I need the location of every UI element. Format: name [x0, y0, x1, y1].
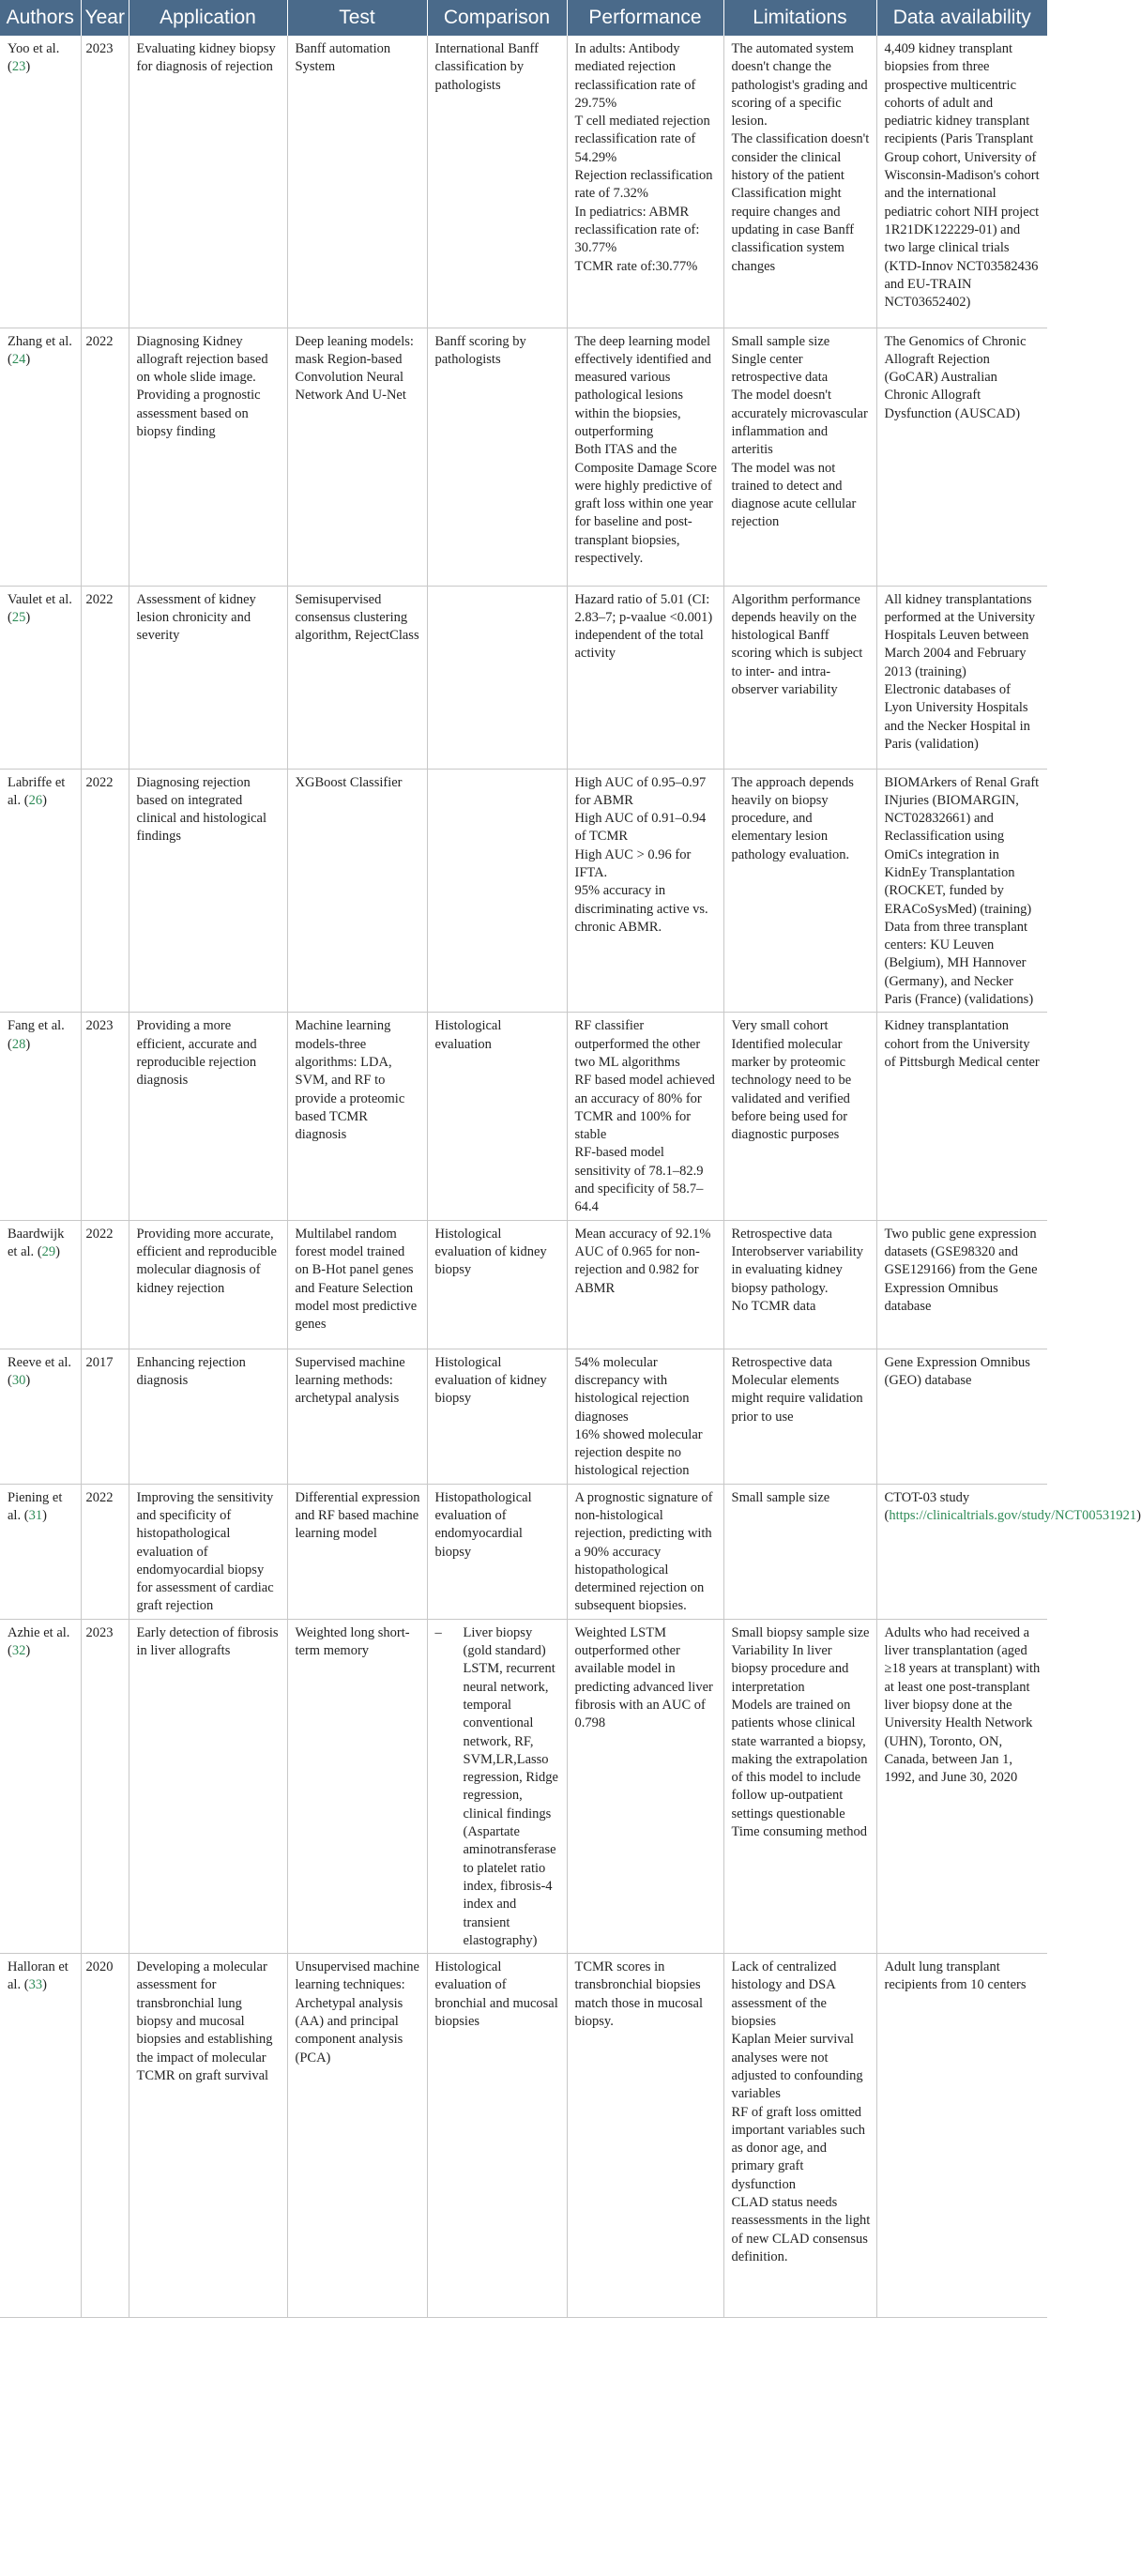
limitations-cell: [723, 1349, 876, 1484]
data-line: The Genomics of Chronic Allograft Rejection (GoCAR) Australian Chronic Allograft Dysfunction (AUSCAD): [884, 333, 1027, 421]
year-cell: 2020: [81, 1954, 129, 2318]
comparison-cell: Histological evaluation of kidney biopsy: [427, 1349, 567, 1484]
performance-cell: [567, 586, 723, 769]
data-availability-cell: [876, 36, 1047, 328]
table-row: [0, 1013, 1047, 1220]
year-cell: 2017: [81, 1349, 129, 1484]
table-row: [0, 1349, 1047, 1484]
test-cell: XGBoost Classifier: [287, 769, 427, 1013]
table-row: [0, 1954, 1047, 2318]
limitations-cell: [723, 36, 876, 328]
citation-link[interactable]: 30: [11, 1372, 26, 1388]
performance-line: Mean accuracy of 92.1% AUC of 0.965 for non-rejection and 0.982 for ABMR: [574, 1226, 711, 1296]
performance-line: High AUC > 0.96 for IFTA.: [574, 846, 692, 880]
citation-link[interactable]: 28: [11, 1036, 26, 1052]
data-availability-cell: [876, 586, 1047, 769]
comparison-cell: [427, 1619, 567, 1953]
test-cell: Weighted long short-term memory: [287, 1619, 427, 1953]
test-cell: Multilabel random forest model trained on B-Hot panel genes and Feature Selection model most predictive genes: [287, 1220, 427, 1349]
limitations-cell: [723, 1954, 876, 2318]
performance-cell: [567, 36, 723, 328]
performance-line: T cell mediated rejection reclassification rate of 54.29%: [574, 114, 710, 165]
comparison-cell: Histological evaluation: [427, 1013, 567, 1220]
limitation-line: Retrospective data: [731, 1354, 832, 1370]
test-cell: Machine learning models-three algorithms: LDA, SVM, and RF to provide a proteomic based TCMR diagnosis: [287, 1013, 427, 1220]
performance-line: 95% accuracy in discriminating active vs. chronic ABMR.: [574, 883, 708, 935]
performance-cell: [567, 1954, 723, 2318]
limitation-line: Small sample size: [731, 333, 830, 349]
header-authors: Authors: [0, 0, 81, 36]
comparison-cell: Histological evaluation of kidney biopsy: [427, 1220, 567, 1349]
test-cell: Semisupervised consensus clustering algorithm, RejectClass: [287, 586, 427, 769]
table-row: [0, 1619, 1047, 1953]
comparison-text: Liver biopsy (gold standard) LSTM, recurrent neural network, temporal conventional network, RF, SVM,LR,Lasso regression, Ridge regression, clinical findings (Aspartate aminotransferase to platelet ratio index, fibrosis-4 index and transient elastography): [463, 1624, 558, 1948]
limitation-line: Algorithm performance depends heavily on the histological Banff scoring which is subject to inter- and intra- observer variability: [731, 591, 863, 697]
header-data-availability: Data availability: [876, 0, 1047, 36]
clinicaltrials-link[interactable]: https://clinicaltrials.gov/study/NCT00531921: [889, 1508, 1137, 1523]
limitation-line: The model was not trained to detect and diagnose acute cellular rejection: [731, 460, 857, 530]
performance-line: Hazard ratio of 5.01 (CI: 2.83–7; p-vaalue <0.001) independent of the total activity: [574, 591, 713, 662]
limitations-cell: [723, 1484, 876, 1619]
limitation-line: The approach depends heavily on biopsy procedure, and elementary lesion pathology evaluation.: [731, 774, 854, 862]
limitation-line: RF of graft loss omitted important variables such as donor age, and primary graft dysfunction: [731, 2104, 866, 2192]
citation-link[interactable]: 23: [11, 59, 26, 75]
author-name: Yoo et al.: [8, 41, 60, 56]
author-cell: Zhang et al. (24): [0, 328, 81, 586]
citation-link[interactable]: 29: [41, 1243, 56, 1259]
limitation-line: The automated system doesn't change the pathologist's grading and scoring of a specific lesion.: [731, 41, 868, 130]
author-name: Piening et al.: [8, 1489, 63, 1523]
author-cell: Baardwijk et al. (29): [0, 1220, 81, 1349]
header-application: Application: [129, 0, 287, 36]
data-line: Two public gene expression datasets (GSE98320 and GSE129166) from the Gene Expression Omnibus database: [884, 1226, 1038, 1314]
limitation-line: No TCMR data: [731, 1298, 816, 1314]
author-name: Zhang et al.: [8, 333, 72, 349]
test-cell: Unsupervised machine learning techniques: Archetypal analysis (AA) and principal component analysis (PCA): [287, 1954, 427, 2318]
limitation-line: Models are trained on patients whose clinical state warranted a biopsy, making the extrapolation of this model to include follow up-outpatient settings questionable: [731, 1697, 868, 1821]
performance-cell: [567, 1349, 723, 1484]
header-limitations: Limitations: [723, 0, 876, 36]
limitation-line: Small biopsy sample size: [731, 1624, 870, 1640]
application-cell: Providing a more efficient, accurate and reproducible rejection diagnosis: [129, 1013, 287, 1220]
data-availability-cell: [876, 1954, 1047, 2318]
author-name: Reeve et al.: [8, 1354, 72, 1370]
limitation-line: Interobserver variability in evaluating kidney biopsy pathology.: [731, 1243, 864, 1296]
table-row: [0, 1484, 1047, 1619]
citation-link[interactable]: 31: [28, 1508, 43, 1523]
test-cell: Differential expression and RF based machine learning model: [287, 1484, 427, 1619]
data-line: Electronic databases of Lyon University Hospitals and the Necker Hospital in Paris (validation): [884, 681, 1030, 752]
limitations-cell: [723, 1220, 876, 1349]
data-line: 4,409 kidney transplant biopsies from three prospective multicentric cohorts of adult and pediatric kidney transplant recipients (Paris Transplant Group cohort, University of Wisconsin-Madison's cohort and the international pediatric cohort NIH project 1R21DK122229-01) and two large clinical trials (KTD-Innov NCT03582436 and EU-TRAIN NCT03652402): [884, 41, 1040, 311]
author-cell: Halloran et al. (33): [0, 1954, 81, 2318]
citation-link[interactable]: 33: [28, 1977, 43, 1993]
author-name: Labriffe et al.: [8, 774, 66, 808]
data-line: Gene Expression Omnibus (GEO) database: [884, 1354, 1030, 1388]
limitation-line: The classification doesn't consider the clinical history of the patient: [731, 131, 870, 184]
author-name: Halloran et al.: [8, 1959, 68, 1993]
performance-line: Weighted LSTM outperformed other available model in predicting advanced liver fibrosis with an AUC of 0.798: [574, 1624, 713, 1731]
performance-line: RF classifier outperformed the other two ML algorithms: [574, 1018, 701, 1070]
performance-line: 16% showed molecular rejection despite no histological rejection: [574, 1426, 703, 1479]
performance-cell: [567, 1220, 723, 1349]
citation-link[interactable]: 26: [28, 792, 43, 808]
limitation-line: Molecular elements might require validation prior to use: [731, 1372, 863, 1425]
application-cell: Diagnosing Kidney allograft rejection based on whole slide image. Providing a prognostic assessment based on biopsy finding: [129, 328, 287, 586]
data-line: BIOMArkers of Renal Graft INjuries (BIOMARGIN, NCT02832661) and Reclassification using OmiCs integration in KidnEy Transplantation (ROCKET, funded by ERACoSysMed) (training): [884, 774, 1040, 917]
author-cell: Azhie et al. (32): [0, 1619, 81, 1953]
performance-cell: [567, 769, 723, 1013]
header-year: Year: [81, 0, 129, 36]
data-line: Data from three transplant centers: KU Leuven (Belgium), MH Hannover (Germany), and Necker Paris (France) (validations): [884, 919, 1034, 1008]
author-cell: Reeve et al. (30): [0, 1349, 81, 1484]
test-cell: Deep leaning models: mask Region-based Convolution Neural Network And U-Net: [287, 328, 427, 586]
limitations-cell: [723, 586, 876, 769]
performance-line: High AUC of 0.95–0.97 for ABMR: [574, 774, 707, 808]
limitation-line: Variability In liver biopsy procedure and interpretation: [731, 1643, 849, 1695]
year-cell: 2023: [81, 1619, 129, 1953]
comparison-cell: Histological evaluation of bronchial and mucosal biopsies: [427, 1954, 567, 2318]
author-cell: Fang et al. (28): [0, 1013, 81, 1220]
year-cell: 2022: [81, 328, 129, 586]
application-cell: Providing more accurate, efficient and reproducible molecular diagnosis of kidney rejection: [129, 1220, 287, 1349]
limitation-line: CLAD status needs reassessments in the light of new CLAD consensus definition.: [731, 2194, 871, 2264]
performance-line: High AUC of 0.91–0.94 of TCMR: [574, 811, 707, 845]
author-cell: Vaulet et al. (25): [0, 586, 81, 769]
data-availability-cell: [876, 328, 1047, 586]
comparison-dash: –: [434, 1624, 442, 1640]
performance-line: In pediatrics: ABMR reclassification rate of: 30.77%: [574, 204, 700, 256]
limitation-line: The model doesn't accurately microvascular inflammation and arteritis: [731, 388, 868, 458]
performance-line: RF based model achieved an accuracy of 80% for TCMR and 100% for stable: [574, 1073, 715, 1143]
limitation-line: Very small cohort: [731, 1018, 829, 1034]
limitation-line: Retrospective data: [731, 1226, 832, 1242]
data-availability-cell: [876, 1349, 1047, 1484]
header-row: [0, 0, 1047, 36]
year-cell: 2023: [81, 1013, 129, 1220]
table-row: [0, 586, 1047, 769]
data-availability-cell: [876, 1484, 1141, 1619]
limitation-line: Lack of centralized histology and DSA assessment of the biopsies: [731, 1959, 837, 2030]
author-name: Fang et al.: [8, 1018, 65, 1034]
performance-line: A prognostic signature of non-histological rejection, predicting with a 90% accuracy histopathological determined rejection on subsequent biopsies.: [574, 1489, 713, 1614]
application-cell: Developing a molecular assessment for transbronchial lung biopsy and mucosal biopsies and establishing the impact of molecular TCMR on graft survival: [129, 1954, 287, 2318]
header-test: Test: [287, 0, 427, 36]
application-cell: Enhancing rejection diagnosis: [129, 1349, 287, 1484]
limitations-cell: [723, 1013, 876, 1220]
data-line: CTOT-03 study (: [884, 1489, 970, 1523]
author-cell: Labriffe et al. (26): [0, 769, 81, 1013]
data-availability-cell: [876, 1013, 1047, 1220]
limitation-line: Classification might require changes and updating in case Banff classification system changes: [731, 186, 855, 274]
application-cell: Assessment of kidney lesion chronicity and severity: [129, 586, 287, 769]
performance-line: Rejection reclassification rate of 7.32%: [574, 168, 713, 202]
header-comparison: Comparison: [427, 0, 567, 36]
performance-line: TCMR scores in transbronchial biopsies match those in mucosal biopsy.: [574, 1959, 704, 2030]
performance-line: RF-based model sensitivity of 78.1–82.9 and specificity of 58.7–64.4: [574, 1145, 704, 1215]
performance-cell: [567, 1484, 723, 1619]
limitation-line: Time consuming method: [731, 1824, 867, 1840]
data-line-tail: ): [1136, 1508, 1141, 1523]
table-row: [0, 328, 1047, 586]
application-cell: Diagnosing rejection based on integrated clinical and histological findings: [129, 769, 287, 1013]
header-performance: Performance: [567, 0, 723, 36]
performance-line: The deep learning model effectively identified and measured various pathological lesions within the biopsies, outperforming: [574, 333, 711, 439]
citation-link[interactable]: 24: [11, 351, 26, 367]
application-cell: Improving the sensitivity and specificity of histopathological evaluation of endomyocardial biopsy for assessment of cardiac graft rejection: [129, 1484, 287, 1619]
performance-line: 54% molecular discrepancy with histological rejection diagnoses: [574, 1354, 690, 1425]
application-cell: Evaluating kidney biopsy for diagnosis of rejection: [129, 36, 287, 328]
author-name: Baardwijk et al.: [8, 1226, 65, 1259]
performance-cell: [567, 1013, 723, 1220]
comparison-cell: [427, 586, 567, 769]
performance-cell: [567, 328, 723, 586]
data-line: Adult lung transplant recipients from 10 centers: [884, 1959, 1027, 1993]
author-name: Vaulet et al.: [8, 591, 72, 607]
citation-link[interactable]: 25: [11, 609, 26, 625]
comparison-cell: Banff scoring by pathologists: [427, 328, 567, 586]
year-cell: 2022: [81, 586, 129, 769]
table-row: [0, 769, 1047, 1013]
table-row: [0, 1220, 1047, 1349]
year-cell: 2023: [81, 36, 129, 328]
data-line: Kidney transplantation cohort from the University of Pittsburgh Medical center: [884, 1018, 1040, 1070]
author-name: Azhie et al.: [8, 1624, 70, 1640]
year-cell: 2022: [81, 1220, 129, 1349]
limitation-line: Small sample size: [731, 1489, 830, 1505]
year-cell: 2022: [81, 769, 129, 1013]
limitations-cell: [723, 769, 876, 1013]
performance-cell: [567, 1619, 723, 1953]
table-row: [0, 36, 1047, 328]
test-cell: Supervised machine learning methods: archetypal analysis: [287, 1349, 427, 1484]
limitations-cell: [723, 1619, 876, 1953]
comparison-cell: International Banff classification by pathologists: [427, 36, 567, 328]
limitation-line: Identified molecular marker by proteomic technology need to be validated and verified before being used for diagnostic purposes: [731, 1036, 852, 1143]
data-availability-cell: [876, 769, 1047, 1013]
data-availability-cell: [876, 1220, 1047, 1349]
data-availability-cell: [876, 1619, 1047, 1953]
year-cell: 2022: [81, 1484, 129, 1619]
comparison-cell: Histopathological evaluation of endomyocardial biopsy: [427, 1484, 567, 1619]
performance-line: In adults: Antibody mediated rejection reclassification rate of 29.75%: [574, 41, 696, 111]
data-line: Adults who had received a liver transplantation (aged ≥18 years at transplant) with at least one post-transplant liver biopsy done at the University Health Network (UHN), Toronto, ON, Canada, between Jan 1, 1992, and June 30, 2020: [884, 1624, 1041, 1786]
author-cell: Yoo et al. (23): [0, 36, 81, 328]
data-line: All kidney transplantations performed at the University Hospitals Leuven between March 2004 and February 2013 (training): [884, 591, 1036, 679]
limitations-cell: [723, 328, 876, 586]
performance-line: TCMR rate of:30.77%: [574, 258, 698, 274]
citation-link[interactable]: 32: [11, 1643, 26, 1659]
limitation-line: Kaplan Meier survival analyses were not adjusted to confounding variables: [731, 2032, 863, 2102]
comparison-cell: [427, 769, 567, 1013]
author-cell: Piening et al. (31): [0, 1484, 81, 1619]
performance-line: Both ITAS and the Composite Damage Score were highly predictive of graft loss within one year for baseline and post-transplant biopsies, respectively.: [574, 442, 717, 567]
application-cell: Early detection of fibrosis in liver allografts: [129, 1619, 287, 1953]
test-cell: Banff automation System: [287, 36, 427, 328]
limitation-line: Single center retrospective data: [731, 351, 829, 386]
